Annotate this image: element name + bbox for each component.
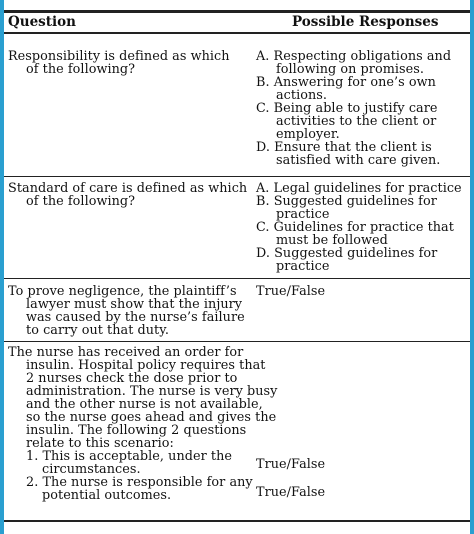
row-divider — [4, 341, 470, 342]
response-options: A. Legal guidelines for practice B. Suggested guidelines for practice C. Guidelines for practice that must be followed D. Suggested guidelines for practice — [256, 181, 462, 274]
response-options: A. Respecting obligations and following on promises. B. Answering for one’s own actions. C. Being able to justify care activities to the client or employer. D. Ensure that the client is satisfied with care given. — [256, 49, 452, 168]
header-rule — [4, 32, 470, 34]
row-divider — [4, 278, 470, 279]
table-row-question: To prove negligence, the plaintiff’s lawyer must show that the injury was caused by the nurse’s failure to carry out that duty. — [8, 284, 245, 338]
response-true-false: True/False — [256, 457, 326, 472]
table-row-question: Standard of care is defined as which of the following? — [8, 181, 248, 209]
response-true-false: True/False — [256, 284, 326, 299]
header-question: Question — [8, 14, 76, 30]
top-rule — [4, 10, 470, 13]
table-row-question: Responsibility is defined as which of the following? — [8, 49, 230, 77]
sub-item: 1. This is acceptable, under the — [26, 449, 233, 464]
sub-item: 2. The nurse is responsible for any — [26, 475, 253, 490]
bottom-rule — [4, 520, 470, 522]
question-table — [4, 0, 470, 534]
table-row-question: The nurse has received an order for insulin. Hospital policy requires that 2 nurses check the dose prior to administration. The nurse is very busy and the other nurse is not available, so the nurse goes ahead and gives the insulin. The following 2 questions relate to this scenario: 1. This is acceptable, under the circumstances. 2. The nurse is responsible for any potential outcomes. — [8, 345, 278, 503]
row-divider — [4, 176, 470, 177]
header-responses: Possible Responses — [292, 14, 439, 30]
response-true-false: True/False — [256, 485, 326, 500]
